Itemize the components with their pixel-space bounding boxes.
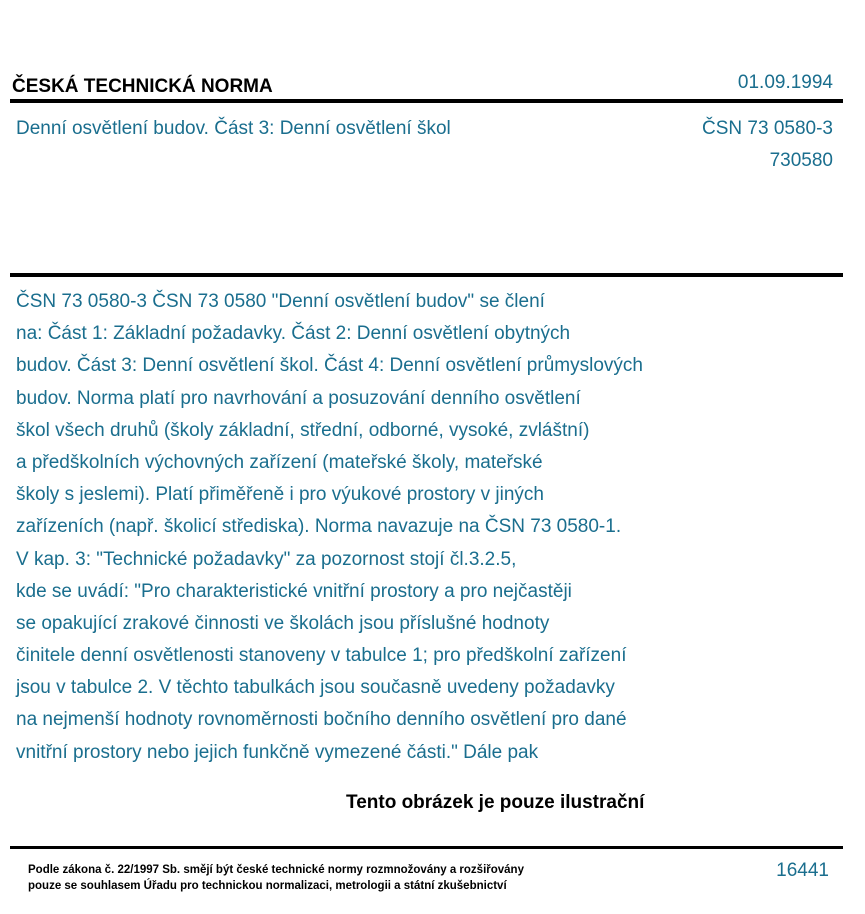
publication-date: 01.09.1994 — [737, 72, 833, 93]
document-title: Denní osvětlení budov. Část 3: Denní osvětlení škol — [16, 118, 451, 139]
header-divider — [10, 99, 843, 103]
footer-divider — [10, 846, 843, 849]
abstract-line: se opakující zrakové činnosti ve školách jsou příslušné hodnoty — [16, 612, 550, 634]
abstract-line: na nejmenší hodnoty rovnoměrnosti bočního denního osvětlení pro dané — [16, 709, 627, 731]
abstract-line: ČSN 73 0580-3 ČSN 73 0580 "Denní osvětlení budov" se člení — [16, 291, 545, 312]
norm-code: ČSN 73 0580-3 — [702, 118, 833, 139]
illustration-note: Tento obrázek je pouze ilustrační — [346, 792, 645, 813]
abstract-line: činitele denní osvětlenosti stanoveny v tabulce 1; pro předškolní zařízení — [16, 645, 627, 667]
classification-number: 730580 — [769, 150, 833, 171]
abstract-line: budov. Část 3: Denní osvětlení škol. Část 4: Denní osvětlení průmyslových — [16, 355, 643, 377]
abstract-line: škol všech druhů (školy základní, střední, odborné, vysoké, zvláštní) — [16, 419, 590, 441]
abstract-line: na: Část 1: Základní požadavky. Část 2: Denní osvětlení obytných — [16, 323, 571, 345]
legal-notice-line-1: Podle zákona č. 22/1997 Sb. smějí být české technické normy rozmnožovány a rozšiřovány — [28, 864, 524, 876]
page-number: 16441 — [776, 860, 829, 881]
section-divider — [10, 273, 843, 277]
abstract-line: jsou v tabulce 2. V těchto tabulkách jsou současně uvedeny požadavky — [16, 677, 615, 699]
abstract-line: zařízeních (např. školicí střediska). Norma navazuje na ČSN 73 0580-1. — [16, 516, 622, 538]
abstract-line: budov. Norma platí pro navrhování a posuzování denního osvětlení — [16, 387, 581, 409]
abstract-line: kde se uvádí: "Pro charakteristické vnitřní prostory a pro nejčastěji — [16, 580, 572, 602]
norm-header-title: ČESKÁ TECHNICKÁ NORMA — [12, 76, 273, 97]
abstract-line: V kap. 3: "Technické požadavky" za pozornost stojí čl.3.2.5, — [16, 548, 517, 570]
abstract-line: školy s jeslemi). Platí přiměřeně i pro výukové prostory v jiných — [16, 484, 544, 506]
legal-notice-line-2: pouze se souhlasem Úřadu pro technickou normalizaci, metrologii a státní zkušebnictví — [28, 880, 507, 892]
legal-notice — [28, 862, 524, 894]
abstract-line: vnitřní prostory nebo jejich funkčně vymezené části." Dále pak — [16, 741, 539, 763]
abstract-line: a předškolních výchovných zařízení (mateřské školy, mateřské — [16, 451, 543, 473]
abstract-text — [16, 286, 776, 769]
